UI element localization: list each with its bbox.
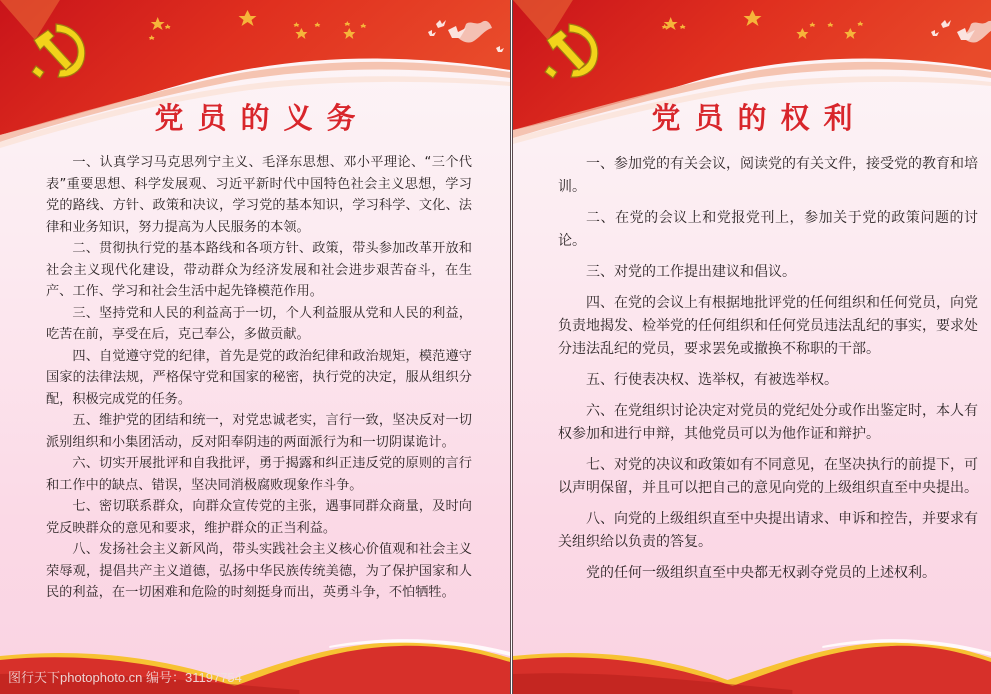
rights-closing-statement: 党的任何一级组织直至中央都无权剥夺党员的上述权利。	[586, 565, 936, 581]
duty-item-7: 七、密切联系群众，向群众宣传党的主张，遇事同群众商量，及时向党反映群众的意见和要求，维护群众的正当利益。	[46, 499, 472, 536]
page-title: 党员的义务	[154, 101, 370, 135]
right-item-6: 六、在党组织讨论决定对党员的党纪处分或作出鉴定时，本人有权参加和进行申辩，其他党员可以为他作证和辩护。	[558, 403, 978, 442]
hammer-and-sickle-icon	[539, 20, 607, 82]
right-item-4: 四、在党的会议上有根据地批评党的任何组织和任何党员，向党负责地揭发、检举党的任何组织和任何党员违法乱纪的事实，要求处分违法乱纪的党员，要求罢免或撤换不称职的干部。	[558, 295, 978, 357]
doves-icon	[426, 14, 506, 58]
watermark-text: 图行天下photophoto.cn 编号：31197754	[8, 670, 242, 685]
right-item-8: 八、向党的上级组织直至中央提出请求、申诉和控告，并要求有关组织给以负责的答复。	[558, 511, 978, 550]
duty-item-6: 六、切实开展批评和自我批评，勇于揭露和纠正违反党的原则的言行和工作中的缺点、错误，坚决同消极腐败现象作斗争。	[46, 456, 472, 493]
rights-list	[558, 153, 978, 593]
hammer-and-sickle-icon	[26, 20, 94, 82]
rights-poster	[512, 0, 991, 694]
duty-item-5: 五、维护党的团结和统一，对党忠诚老实，言行一致，坚决反对一切派别组织和小集团活动，反对阳奉阴违的两面派行为和一切阴谋诡计。	[46, 413, 472, 450]
right-item-5: 五、行使表决权、选举权，有被选举权。	[586, 372, 838, 388]
right-item-3: 三、对党的工作提出建议和倡议。	[586, 264, 796, 280]
duty-item-1: 一、认真学习马克思列宁主义、毛泽东思想、邓小平理论、“三个代表”重要思想、科学发展观、习近平新时代中国特色社会主义思想，学习党的路线、方针、政策和决议，学习党的基本知识，学习科学、文化、法律和业务知识，努力提高为人民服务的本领。	[46, 155, 472, 235]
right-item-2: 二、在党的会议上和党报党刊上，参加关于党的政策问题的讨论。	[558, 210, 978, 249]
right-item-7: 七、对党的决议和政策如有不同意见，在坚决执行的前提下，可以声明保留，并且可以把自己的意见向党的上级组织直至中央提出。	[558, 457, 978, 496]
doves-icon	[921, 14, 991, 58]
duty-item-2: 二、贯彻执行党的基本路线和各项方针、政策，带头参加改革开放和社会主义现代化建设，带动群众为经济发展和社会进步艰苦奋斗，在生产、工作、学习和社会生活中起先锋模范作用。	[46, 241, 472, 299]
duty-item-8: 八、发扬社会主义新风尚，带头实践社会主义核心价值观和社会主义荣辱观，提倡共产主义道德，弘扬中华民族传统美德，为了保护国家和人民的利益，在一切困难和危险的时刻挺身而出，英勇斗争，不怕牺牲。	[46, 542, 472, 600]
page-title: 党员的权利	[651, 101, 867, 135]
duty-item-4: 四、自觉遵守党的纪律，首先是党的政治纪律和政治规矩，模范遵守国家的法律法规，严格保守党和国家的秘密，执行党的决定，服从组织分配，积极完成党的任务。	[46, 348, 472, 407]
red-wave-footer	[513, 634, 991, 694]
right-item-1: 一、参加党的有关会议，阅读党的有关文件，接受党的教育和培训。	[558, 156, 978, 195]
duty-item-3: 三、坚持党和人民的利益高于一切，个人利益服从党和人民的利益，吃苦在前，享受在后，克己奉公，多做贡献。	[46, 305, 472, 342]
duties-list	[46, 152, 472, 604]
